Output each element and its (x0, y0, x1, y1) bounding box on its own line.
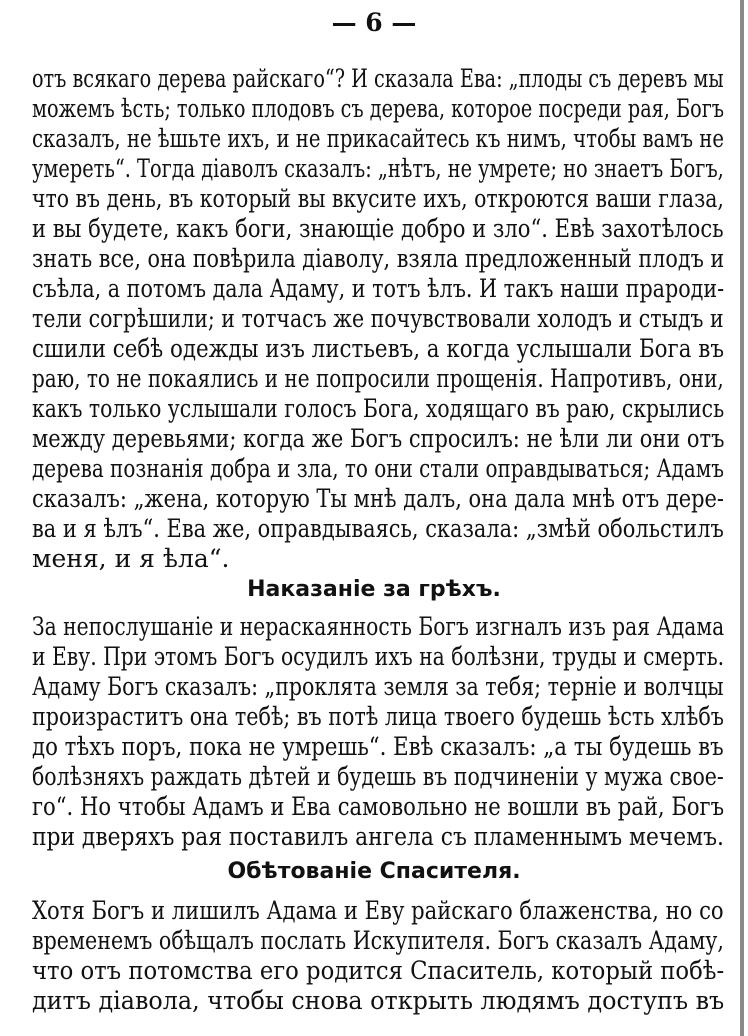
text-line: можемъ ѣсть; только плодовъ съ дерева, которое посреди рая, Богъ (32, 94, 725, 123)
text-line: что въ день, въ который вы вкусите ихъ, откроются ваши глаза, (32, 184, 724, 213)
text-line: и Еву. При этомъ Богъ осудилъ ихъ на болѣзни, труды и смерть. (32, 642, 725, 671)
text-line: болѣзняхъ раждать дѣтей и будешь въ подчиненіи у мужа свое- (32, 762, 724, 791)
section-heading: Обѣтованіе Спасителя. (227, 859, 521, 884)
text-line: отъ всякаго дерева райскаго“? И сказала Ева: „плоды съ деревъ мы (32, 64, 724, 93)
text-line: раю, то не покаялись и не попросили прощенія. Напротивъ, они, (32, 364, 724, 393)
text-line: сказалъ: „жена, которую Ты мнѣ далъ, она дала мнѣ отъ дере- (32, 484, 724, 513)
text-line: дерева познанія добра и зла, то они стали оправдываться; Адамъ (32, 454, 724, 483)
text-line: что отъ потомства его родится Спаситель, который побѣ- (32, 956, 725, 985)
text-line: при дверяхъ рая поставилъ ангела съ пламеннымъ мечемъ. (32, 822, 724, 851)
text-line: знать все, она повѣрила діаволу, взяла предложенный плодъ и (32, 244, 725, 273)
text-line: ва и я ѣлъ“. Ева же, оправдываясь, сказала: „змѣй обольстилъ (32, 514, 724, 543)
text-line: меня, и я ѣла“. (32, 544, 230, 573)
text-line: го“. Но чтобы Адамъ и Ева самовольно не вошли въ рай, Богъ (32, 792, 725, 821)
section-heading: Наказаніе за грѣхъ. (247, 577, 501, 602)
text-line: тели согрѣшили; и тотчасъ же почувствовали холодъ и стыдъ и (32, 304, 724, 333)
text-line: дитъ діавола, чтобы снова открыть людямъ доступъ въ (32, 986, 725, 1015)
page-edge-shadow (740, 0, 744, 1036)
text-line: За непослушаніе и нераскаянность Богъ изгналъ изъ рая Адама (32, 612, 725, 641)
text-line: умереть“. Тогда діаволъ сказалъ: „нѣтъ, не умрете; но знаетъ Богъ, (32, 154, 724, 183)
text-line: съѣла, а потомъ дала Адаму, и тотъ ѣлъ. И такъ наши прароди- (32, 274, 725, 303)
text-line: Адаму Богъ сказалъ: „проклята земля за тебя; терніе и волчцы (32, 672, 724, 701)
text-line: произраститъ она тебѣ; въ потѣ лица твоего будешь ѣсть хлѣбъ (32, 702, 724, 731)
text-line: сказалъ, не ѣшьте ихъ, и не прикасайтесь къ нимъ, чтобы вамъ не (32, 124, 724, 153)
text-line: Хотя Богъ и лишилъ Адама и Еву райскаго блаженства, но со (32, 896, 724, 925)
text-line: до тѣхъ поръ, пока не умрешь“. Евѣ сказалъ: „а ты будешь въ (32, 732, 724, 761)
text-line: временемъ обѣщалъ послать Искупителя. Богъ сказалъ Адаму, (32, 926, 724, 955)
page-number: — 6 — (331, 8, 417, 37)
text-line: какъ только услышали голосъ Бога, ходящаго въ раю, скрылись (32, 394, 725, 423)
text-line: сшили себѣ одежды изъ листьевъ, а когда услышали Бога въ (32, 334, 724, 363)
text-line: между деревьями; когда же Богъ спросилъ: не ѣли ли они отъ (32, 424, 725, 453)
text-line: и вы будете, какъ боги, знающіе добро и зло“. Евѣ захотѣлось (32, 214, 724, 243)
